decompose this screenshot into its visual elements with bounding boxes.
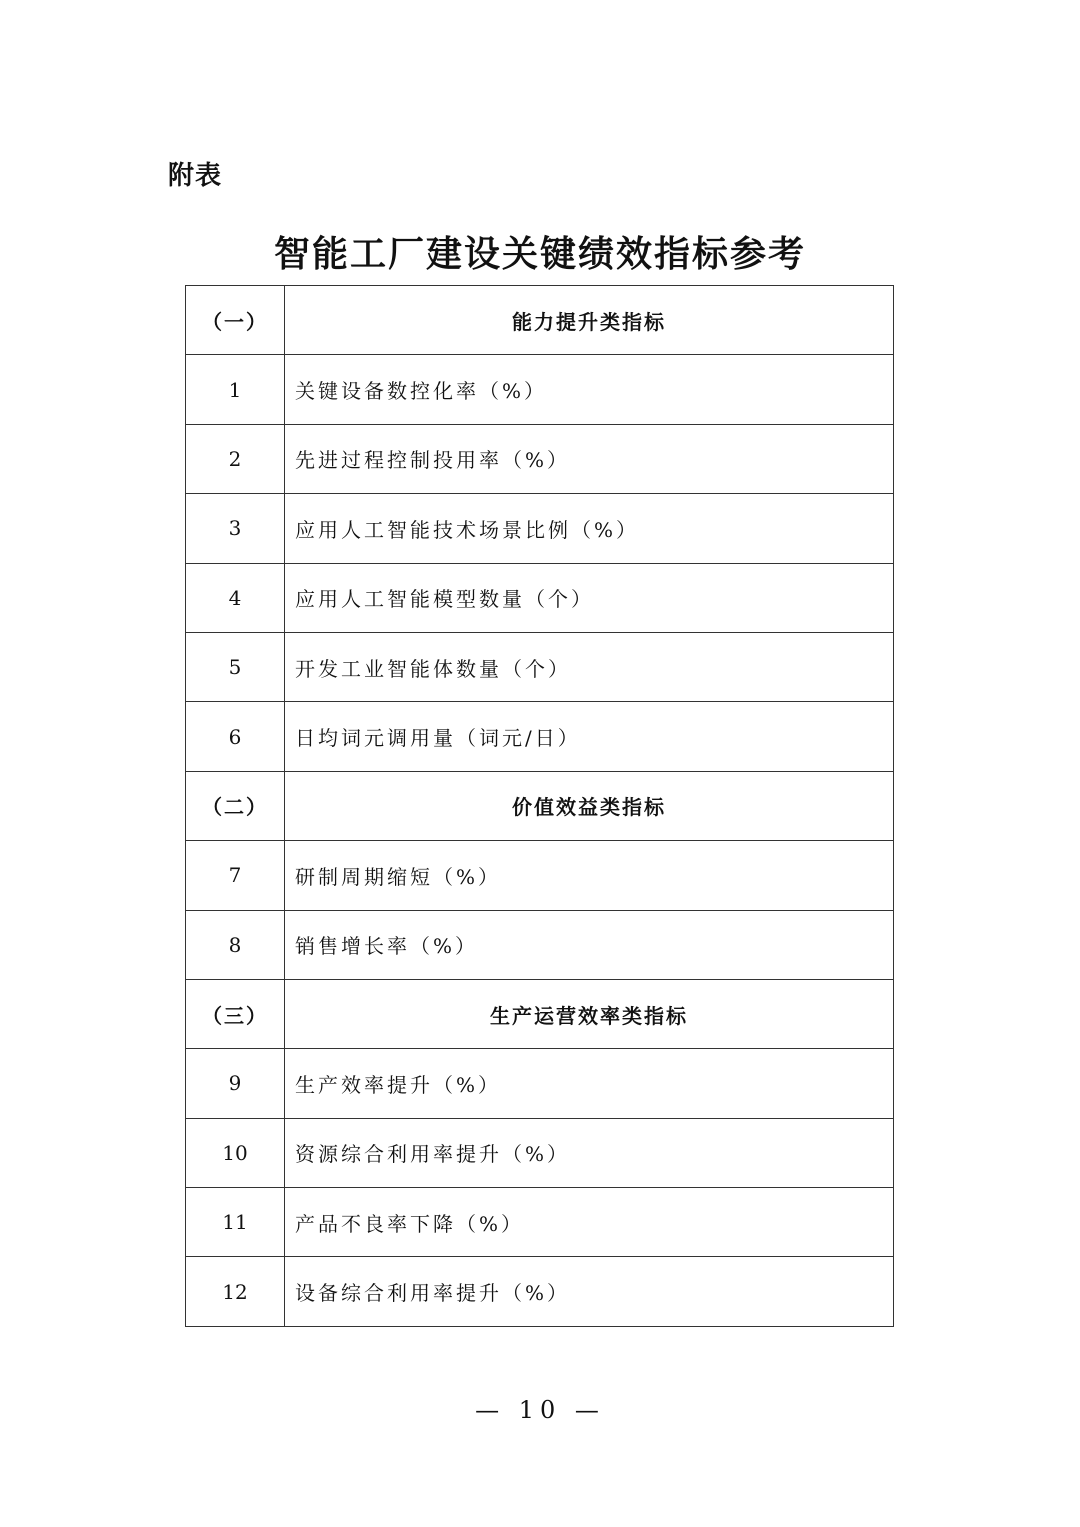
table-row <box>186 910 894 979</box>
table-row <box>186 355 894 424</box>
row-number: 10 <box>186 1118 285 1187</box>
annex-label: 附表 <box>168 161 223 191</box>
table-row-section-1 <box>186 286 894 355</box>
kpi-table <box>185 285 894 1327</box>
indicator-name: 研制周期缩短（%） <box>285 841 894 910</box>
indicator-name: 先进过程控制投用率（%） <box>285 424 894 493</box>
document-title: 智能工厂建设关键绩效指标参考 <box>273 233 806 275</box>
indicator-name: 应用人工智能技术场景比例（%） <box>285 494 894 563</box>
row-number: 6 <box>186 702 285 771</box>
row-number: 5 <box>186 632 285 701</box>
indicator-name: 资源综合利用率提升（%） <box>285 1118 894 1187</box>
section-number: （三） <box>186 979 285 1048</box>
page-number: — 10 — <box>475 1396 605 1424</box>
table-row-section-3 <box>186 979 894 1048</box>
section-number: （二） <box>186 771 285 840</box>
row-number: 8 <box>186 910 285 979</box>
indicator-name: 设备综合利用率提升（%） <box>285 1257 894 1326</box>
indicator-name: 关键设备数控化率（%） <box>285 355 894 424</box>
section-number: （一） <box>186 286 285 355</box>
indicator-name: 产品不良率下降（%） <box>285 1188 894 1257</box>
row-number: 4 <box>186 563 285 632</box>
row-number: 11 <box>186 1188 285 1257</box>
indicator-name: 生产效率提升（%） <box>285 1049 894 1118</box>
table-row <box>186 1118 894 1187</box>
table-row <box>186 563 894 632</box>
table-row <box>186 424 894 493</box>
table-row <box>186 494 894 563</box>
row-number: 2 <box>186 424 285 493</box>
section-title: 能力提升类指标 <box>285 286 894 355</box>
table-row <box>186 702 894 771</box>
table-row <box>186 841 894 910</box>
table-row <box>186 1049 894 1118</box>
table-row <box>186 1257 894 1326</box>
table-row <box>186 1188 894 1257</box>
section-title: 价值效益类指标 <box>285 771 894 840</box>
indicator-name: 应用人工智能模型数量（个） <box>285 563 894 632</box>
section-title: 生产运营效率类指标 <box>285 979 894 1048</box>
row-number: 9 <box>186 1049 285 1118</box>
indicator-name: 开发工业智能体数量（个） <box>285 632 894 701</box>
row-number: 3 <box>186 494 285 563</box>
row-number: 1 <box>186 355 285 424</box>
row-number: 7 <box>186 841 285 910</box>
table-row <box>186 632 894 701</box>
table-row-section-2 <box>186 771 894 840</box>
row-number: 12 <box>186 1257 285 1326</box>
indicator-name: 日均词元调用量（词元/日） <box>285 702 894 771</box>
indicator-name: 销售增长率（%） <box>285 910 894 979</box>
